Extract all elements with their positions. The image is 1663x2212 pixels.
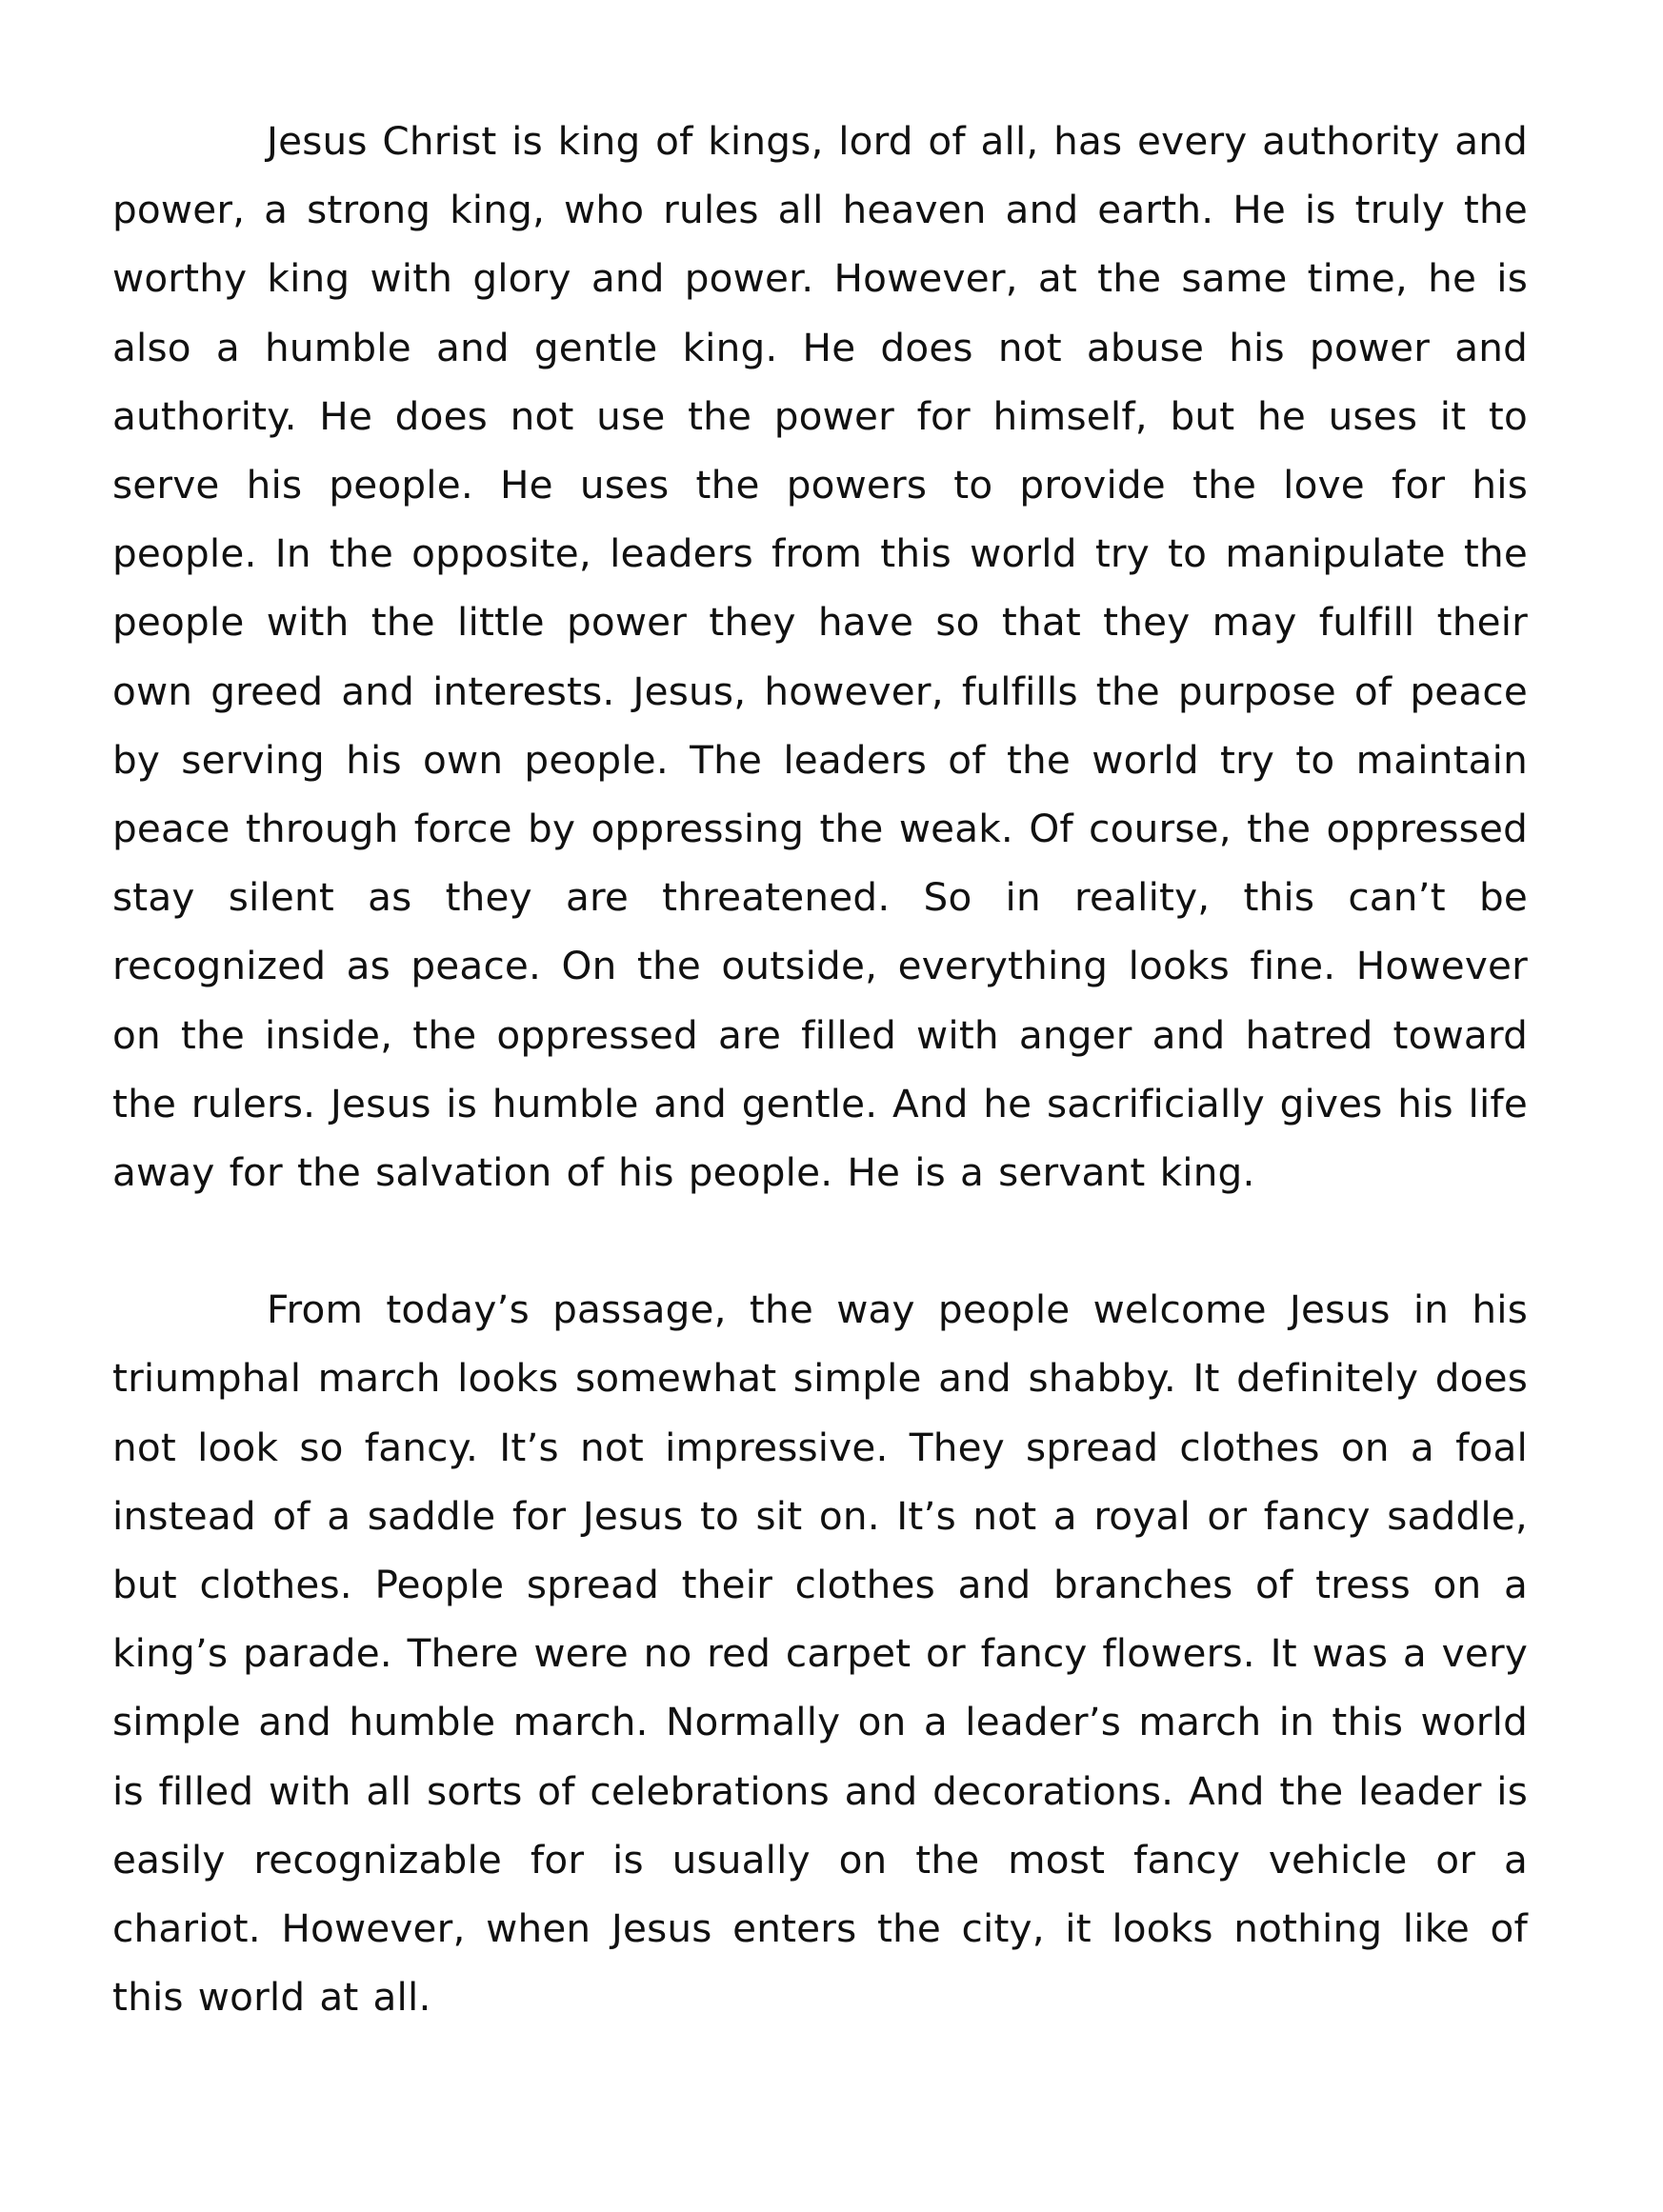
body-paragraph-2: From today’s passage, the way people welcome Jesus in his triumphal march looks somewhat simple and shabby. It definitely does not look so fancy. It’s not impressive. They spread clothes on a foal instead of a saddle for Jesus to sit on. It’s not a royal or fancy saddle, but clothes. People spread their clothes and branches of tress on a king’s parade. There were no red carpet or fancy flowers. It was a very simple and humble march. Normally on a leader’s march in this world is filled with all sorts of celebrations and decorations. And the leader is easily recognizable for is usually on the most fancy vehicle or a chariot. However, when Jesus enters the city, it looks nothing like of this world at all. — [112, 1286, 1528, 2021]
document-page — [112, 107, 1528, 2031]
body-paragraph-1: Jesus Christ is king of kings, lord of all, has every authority and power, a strong king, who rules all heaven and earth. He is truly the worthy king with glory and power. However, at the same time, he is also a humble and gentle king. He does not abuse his power and authority. He does not use the power for himself, but he uses it to serve his people. He uses the powers to provide the love for his people. In the opposite, leaders from this world try to manipulate the people with the little power they have so that they may fulfill their own greed and interests. Jesus, however, fulfills the purpose of peace by serving his own people. The leaders of the world try to maintain peace through force by oppressing the weak. Of course, the oppressed stay silent as they are threatened. So in reality, this can’t be recognized as peace. On the outside, everything looks fine. However on the inside, the oppressed are filled with anger and hatred toward the rulers. Jesus is humble and gentle. And he sacrificially gives his life away for the salvation of his people. He is a servant king. — [112, 118, 1528, 1196]
